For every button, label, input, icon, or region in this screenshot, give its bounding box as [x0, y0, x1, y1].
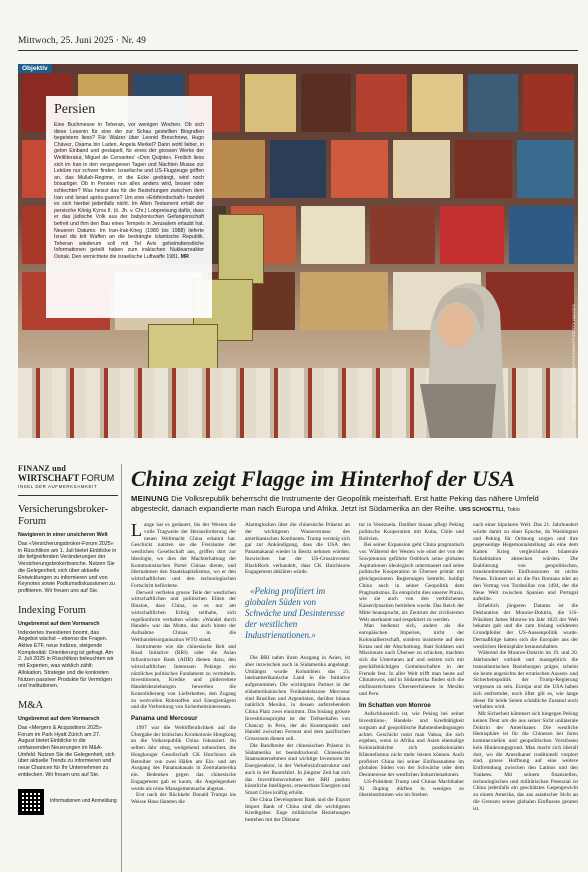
article-body: [131, 522, 578, 872]
article-headline: China zeigt Flagge im Hinterhof der USA: [131, 466, 516, 491]
registration-qr[interactable]: [18, 789, 118, 815]
forum-text: Das «Versicherungsbroker-Forum 2025» in Rüschlikon am 1. Juli bietet Einblicke in die tiefgreifenden Veränderungen der Versicherungsbrokerbranche. Nutzen Sie die Gelegenheit, sich über aktuelle Entwicklungen zu informieren und von Keynotes sowie Podiumsdiskussionen zu profitieren. Wir freuen uns auf Sie.: [18, 541, 117, 594]
column-divider: [121, 464, 122, 872]
forum-title: Versicherungsbroker-Forum: [18, 504, 109, 527]
persien-title: Persien: [54, 102, 96, 117]
subheading: Im Schatten von Monroe: [359, 701, 431, 709]
deck-text: Die Volksrepublik beherrscht die Instrumente der Geopolitik meisterhaft. Erst hatte Peking das nähere Umfeld abgesteckt, danach expandierte man nach Europa und Afrika. Jetzt ist Südamerika an der Reihe.: [131, 494, 539, 513]
qr-code-icon[interactable]: [18, 789, 44, 815]
forum-kicker: Navigieren in einer unsicheren Welt: [18, 532, 108, 538]
pull-quote: «Peking profitiert im globalen Süden von Schwäche und Desinteresse der westlichen Industrienationen.»: [245, 586, 345, 640]
logo-forum: FORUM: [81, 473, 115, 483]
subheading: Panama und Mercosur: [131, 715, 198, 722]
article-column-1: Lange hat es gedauert, bis der Westen die volle Tragweite der Herausforderung der neuen Weltmacht China erkannt hat. Geschickt nutzten sie die Freiräume der westlichen Gesellschaft aus, griffen dort zur Ideologie, wo dies der Machterhaltung der Kommunistischen Partei Chinas diente, und übernahmen den Staatskapitalismus, wo er den wirtschaftlichen und den technologischen Fortschritt beförderte. Derweil verfielen grosse Teile der westlichen wirtschaftlichen und politischen Eliten der Illusion, dass China, so es nur am wirtschaftlichen Erfolg teilhabe, sich regelkonform verhalten würde. «Wandel durch Handel» war das Motto, das auch hinter der Aufnahme Chinas in die Welthandelsorganisation WTO stand. Instrumente wie die chinesische Belt and Road Initiative (BRI) oder die Asian Infrastructure Bank (AIIB) dienen dazu, den wirtschaftlichen Interessen Pekings ein nützliches politisches Fundament zu vermitteln. Investitionen, Kredite und pilderreitete Handelsbeziehungen bewerben die Konsolidierung von Lieferketten, den Zugang zu wertvollen Rohstoffen und Energieträgern und die Verbreitung von Sicherheitsinteressen. Panama und Mercosur 1997 war die Weltöffentlichkeit auf die Übergabe der britischen Kronkolonie Hongkong an die Volksrepublik China fokussiert. Im selben Jahr stieg, weitgehend unbeachtet, die Hongkonger Gesellschaft CK Hutchison als Betreiber von zwei Häfen am Ein- und am Ausgang des Panamakanals in Zentralamerika ein. Bedenken gegen das chinesische Engagement gab es kaum, die Angelegenheit wurde als reine Managementsache abgetan. Erst nach der Rückkehr Donald Trumps ins Weisse Haus läuteten die: [131, 522, 236, 805]
forum-versicherungsbroker: [18, 504, 118, 595]
logo-line2: WIRTSCHAFT: [18, 473, 80, 483]
forum-kicker: Ungebremst auf dem Vormarsch: [18, 715, 100, 722]
forum-kicker: Ungebremst auf dem Vormarsch: [18, 620, 100, 627]
forum-title: Indexing Forum: [18, 604, 86, 616]
article-column-4: nach einer bipolaren Welt. Das 21. Jahrhundert würde damit zu einer Epoche, da Washington und Peking für Ordnung sorgen und ihre gegenseitige Hegemonialstellung als eine dem Kalten Krieg vergleichbare bilaterale Kohabitation abstecken würden. Die Etablierung von geopolitischen, transkontinentalen Einflusszonen ist nichts Neues. Erinnert sei an die Pax Romana oder an den Vertrag von Tordesillas von 1494, der die Neue Welt zwischen Spanien und Portugal aufteilte. Erheblich jüngeren Datums ist die Deklaration der Monroe-Doktrin, die US-Präsident James Monroe im Jahr 1823 der Welt bekannt gab und die zum bislang solidesten Grundpfeiler der US-Aussenpolitik wurde. Dermaßfolge hatten sich die Europäer aus der westlichen Hemisphäre herauszuhalten. Während die Monroe-Doktrin im 19. und 20. Jahrhundert vorhielt und massgeblich die transatlantischen Beziehungen prägte, scheint sie heute angesichts der erratischen Aussen- und Sicherheitspolitik der Trump-Regierung vergessen zu sein. Europa und die USA haben sich entfremdet, noch öfter gilt es, wie lange dieser für beide Seiten schädliche Zustand noch verhalten wird. Mit Sicherheit kümmert sich hingegen Peking keinen Deut um die aus seiner Sicht unilaterale Doktrin der Amerikaner. Die westliche Hemisphäre ist für die Chinesen bei ihren kommerziellen und geopolitischen Vorstössen kein Hinderungsgrund. Man macht sich überall dort, wo die Amerikaner traditionell vorplert sind, grosse Hoffnung auf eine weitere Entfremdung zwischen den Latinos und den Yankees. Mit seinem finanziellen, technologischen und militärischen Potenzial ist China jedenfalls ein geschätztes Gegengewicht zu einem Amerika, das aus asiatischer Sicht an die Grenzen seines globalen Einflusses geraten ist.: [473, 522, 578, 812]
forum-text: Das «Mergers & Acquisitions 2025» Forum im Park Hyatt Zürich am 27. August bietet Einblicke in die umfassenden Neuerungen im M&A-Umfeld. Nutzen Sie die Gelegenheit, sich über aktuelle Trends zu informieren und neue Chancen für Ihr Unternehmen zu entdecken. Wir freuen uns auf Sie.: [18, 724, 115, 778]
forum-title: M&A: [18, 699, 44, 711]
header-rule: [18, 50, 578, 51]
dateline-city: Tokio: [506, 506, 520, 513]
forum-sidebar: [18, 464, 118, 815]
forum-text: Indexiertes Investieren boomt, das Angebot wächst – ebenso die Fragen. Aktive ETF, neue Indizes, steigende Komplexität: Orientierung ist gefragt. Am 2. Juli 2025 in Rüschlikon beleuchten wir mit Experten, was wirklich zählt: Allokation, Strategie und die konkreten Nutzen passiver Produkte für Vermögen und Institutionen.: [18, 629, 114, 690]
don-quijote-book-stack: [218, 214, 264, 284]
dateline: Mittwoch, 25. Juni 2025 · Nr. 49: [18, 36, 147, 46]
section-ribbon: Objektiv: [18, 64, 52, 73]
persien-textbox: [46, 96, 212, 318]
article-column-3: tur in Venezuela. Darüber hinaus pflegt Peking politische Kooperation mit Kuba, Chile und Bolivien. Bei seiner Expansion geht China pragmatisch vor. Während der Westen wie einst der von der Sowjetunion geführte Ostblock seine globalen Aspirationen ideologisch untermauert und seine politische Kooperation in Übersee primär mit gleichgesinnten Regierungen betreibt, huldigt China auch in seiner Geopolitik dem Pragmatismus. Es entspricht dies unserer Praxis, wie sie auch von den verblichenen Kaiserdynastien betrieben wurde. Das Reich der Mitte beansprucht, als Zentrum der zivilisierten Welt anerkannt und respektiert zu werden. Man bedienst sich, anders als die europäischen Imperien, nicht der Kolonialherrschaft, sondern insistierte auf dem Kotau und der Abschottung. Statt Soldaten und Missionare nach Übersee zu schicken, machten sich die Untertanen auf und setzten sich mit geschäftstüchtigen Gemeinschaften in der Fremde fest. In aller Welt trifft man heute auf Chinatowns, und in Südamerika finden sich die einflussreichsten Überseechinesen in Mexiko und Peru. Im Schatten von Monroe Aufschlussreich ist, wie Peking bei seiner Investitions-, Handels- und Kreditätigkeit sorgsam auf geopolitische Rahmenbedingungen achtet. Geschickt nutzt man Vakua, die sich ergeben, wenn in Afrika und Asien ehemalige Kolonialmächte sich postkolonialen Klientelismus nicht mehr leisten können. Auch profitiert China bei seiner Einflussnahme im globalen Süden von der Schwäche oder dem Desinteresse der westlichen Industrienationen. US-Präsident Trump und Chinas Machthaber Xi Jinping dürften in wenigen so übereinstimmen wie im Streben: [359, 522, 464, 799]
don-quijote-book-stack: [148, 324, 218, 374]
forum-indexing: [18, 605, 118, 690]
deck-tag: MEINUNG: [131, 494, 169, 503]
woman-in-headscarf: [396, 264, 516, 438]
drop-cap: L: [131, 522, 142, 540]
logo-line1: FINANZ und: [18, 464, 67, 473]
finanz-forum-logo[interactable]: [18, 464, 118, 489]
persien-text: Eine Buchmesse in Teheran, vor wenigen Wochen. Ob sich diese Lesenin für eine der zur Schau gestellten Biografien begeistern liess? Für Walzer über Leonid Breschnew, Hugo Chávez, Osama bin Laden, Angela Merkel? Dann wohl lieber, in gebm Einband und gestapelt, für eines der grossen Werke der Weltliteratur, Miguel de Cervantes' «Don Quijote». Freilich liess sich im Iran in den vergangenen Tagen und Nächten Musse zur Lektüre nur schwer finden: Israelische und US-Flugzeuge griffen an, das Mullah-Regime, in die Ecke gedrängt, wird noch bösartiger. Ob in Persien nun alles anders wird, besser oder schlechter? Was heisst das für die Beziehungen zwischen dem Iran und Israel après-guerre? Um eine «Erbfeindschaft» handelt es sich hierbei jedenfalls nicht. Im Alten Testament erhält der persische König Kyros II. (ö. Jh. v. Chr.) Lobpreisung dafür, dass er das jüdische Volk aus der babylonischen Gefangenschaft befreit und ihm den Bau eines Tempels in Jerusalem erlaubt hat. Neueren Datums: Im Iran-Irak-Krieg (1980 bis 1988) lieferte Israel dis krit Waffen an die bedrängte Islamische Republik. Teheran wiederum soll mit Tel Aviv geheimdienstliche Informationen geteilt haben zum irakischen Nuklearreaktor Osirak. Den vernichtete die israelische Luftwaffe 1981. MR: [54, 122, 204, 260]
forum-ma: [18, 700, 118, 779]
logo-tagline: INSEL DER AUFMERKSAMKEIT: [18, 484, 98, 489]
article-deck: [131, 494, 576, 516]
qr-caption: Informationen und Anmeldung: [50, 798, 117, 805]
persien-signature: MR: [180, 253, 189, 260]
author-name: URS SCHOETTLI,: [459, 506, 505, 513]
sidebar-rule: [18, 495, 118, 496]
photo-credit: FOTO: MEHDI BOLOURIAN/TASNIM/AFP/GETTY IMAGES: [571, 304, 576, 420]
article-column-2: Alarmglocken über die chinesische Präsenz an der wichtigsten Wasserstrasse des amerikanischen Kontinents. Trump versteig sich gar zur Ankündigung, dass die USA den Panamakanal wieder in Besitz nehmen würden. Inzwischen hat der US-Grossinvestor BlackRock verhandelt, dass CK Hutchisons Engagement abklären würde. «Peking profitiert im globalen Süden von Schwäche und Desinteresse der westlichen Industrienationen.» Die BRI nahm ihren Ausgang in Asien, ist aber inzwischen auch in Südamerika angelangt. Umlängst wurde Kolumbien das 23. lateinamerikanische Land in die Initiative aufgenommen. Die wichtigsten Partner in der südamerikanischen Freihandelszone Mercosur sind Brasilien und Argentinien, darüber hinaus natürlich Mexiko, in dessen aufstrebendem China Platz zwei einnimmt. Das bislang grösste Investitionsprojekt ist der Tiefseehafen von Chancay in Peru, der als Knotenpunkt und Handel zwischen Fernost und dem pazifischen Grossraum dienen soll. Die Bandbreite der chinesischen Präsenz in Südamerika ist beeindruckend. Chinesische Staatsunternehmen sind wichtige Investoren im Energiesektor, in der Verkehrsinfrastruktur und auch in der Raumfahrt. In jüngster Zeit hat sich das Investitionsvolumen der BRI punkto künstliche Intelligenz, erneuerbare Energien und Smart Cities kräftig erhöht. Die China Development Bank und die Export Import Bank of China sind die wichtigsten Kreditgeber. Enge militärische Beziehungen bestehen mit der Diktatur: [245, 522, 350, 823]
